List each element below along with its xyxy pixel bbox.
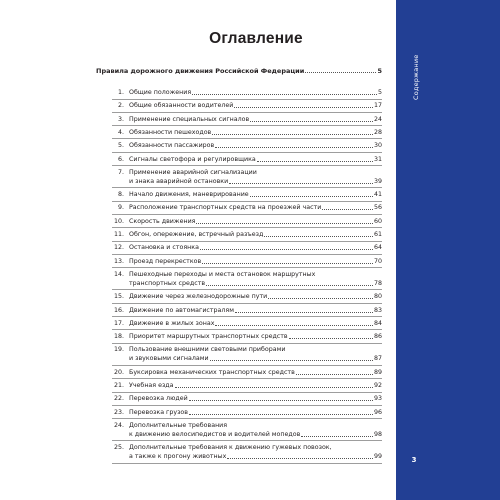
dot-leader [206,285,373,286]
dot-leader [210,360,373,361]
toc-entry-number: 17. [113,319,124,327]
toc-entry-title: Движение в жилых зонах [129,319,215,327]
toc-entry[interactable] [112,115,382,124]
toc-separator [112,112,382,113]
toc-entry-title: Обязанности пассажиров [129,142,215,150]
dot-leader [250,121,373,122]
toc-entry-title: Буксировка механических транспортных средств [129,368,295,376]
toc-separator [112,138,382,139]
toc-entry-title: Дополнительные требования [129,421,228,429]
dot-leader [305,72,376,73]
toc-entry[interactable] [112,155,382,164]
toc-entry[interactable] [112,408,382,417]
toc-entry-number: 22. [113,395,124,403]
toc-entry-number: 19. [113,346,124,354]
dot-leader [175,387,373,388]
dot-leader [250,196,373,197]
toc-entry-title: Перевозка грузов [129,408,188,416]
toc-entry-title: Начало движения, маневрирование [129,191,249,199]
toc-entry-page: 17 [373,102,382,110]
toc-entry-title: Обгон, опережение, встречный разъезд [129,231,264,238]
toc-separator [112,343,382,344]
toc-separator [112,392,382,393]
toc-entry-title: Учебная езда [129,382,174,389]
dot-leader [215,147,373,148]
toc-separator [112,187,382,188]
dot-leader [212,134,373,135]
toc-entry-page: 84 [373,319,382,327]
toc-separator [112,227,382,228]
toc-entry-title: Проезд перекрестков [129,257,202,265]
toc-entry-number: 18. [113,333,124,341]
toc-separator [112,99,382,100]
toc-entry-title: Расположение транспортных средств на проезжей части [129,204,322,212]
toc-entry[interactable] [112,230,382,239]
toc-separator [112,329,382,330]
toc-entry[interactable] [112,319,382,328]
toc-entry[interactable] [112,381,382,390]
toc-entry-page: 93 [373,395,382,403]
toc-separator [112,440,382,441]
toc-entry-number: 20. [113,368,124,376]
toc-entry-title: Перевозка людей [129,395,188,403]
page-number: 3 [411,456,417,464]
toc-entry-title: транспортных средств [129,279,206,287]
toc-entry-page: 28 [373,128,382,136]
toc-entry-page: 78 [373,279,382,287]
toc-entry-number: 1. [117,89,124,96]
toc-entry-page: 92 [373,382,382,389]
toc-entry-number: 11. [113,231,124,238]
toc-entry-page: 41 [373,191,382,199]
toc-entry[interactable] [112,190,382,199]
toc-separator [112,214,382,215]
toc-separator [112,267,382,268]
toc-entry[interactable] [112,394,382,403]
toc-separator [112,463,382,464]
toc-entry-title: Остановка и стоянка [129,244,199,252]
toc-entry-page: 61 [373,231,382,238]
toc-entry-title: а также к прогону животных [129,453,227,461]
toc-entry[interactable] [112,368,382,377]
toc-entry[interactable] [112,141,382,150]
toc-entry[interactable] [112,257,382,266]
toc-entry-number: 15. [113,293,124,301]
toc-entry-number: 16. [113,306,124,314]
toc-entry-title: Скорость движения [129,217,196,225]
toc-entry-page: 99 [373,453,382,461]
toc-entry[interactable] [112,217,382,226]
toc-separator [112,303,382,304]
toc-separator [112,254,382,255]
toc-entry-number: 5. [117,142,124,150]
toc-entry-title: Движение через железнодорожные пути [129,293,268,301]
toc-entry[interactable] [112,443,382,461]
toc-entry-number: 9. [117,204,124,212]
toc-entry[interactable] [112,345,382,363]
toc-entry[interactable] [112,203,382,212]
dot-leader [301,436,373,437]
toc-entry-page: 60 [373,217,382,225]
toc-entry-page: 24 [373,115,382,123]
dot-leader [235,312,373,313]
toc-entry-number: 25. [113,444,124,452]
toc-entry-number: 21. [113,382,124,389]
toc-entry-page: 30 [373,142,382,150]
toc-entry-page: 89 [373,368,382,376]
dot-leader [202,263,373,264]
toc-main-page: 5 [377,67,382,75]
toc-entry-number: 2. [117,102,124,110]
toc-entry-title: и звуковыми сигналами [129,355,209,363]
toc-entry[interactable] [112,88,382,97]
toc-entry-number: 3. [117,115,124,123]
toc-separator [112,241,382,242]
toc-separator [112,152,382,153]
dot-leader [289,338,373,339]
dot-leader [189,414,373,415]
dot-leader [264,236,373,237]
toc-entry-title: Движение по автомагистралям [129,306,234,314]
toc-separator [112,378,382,379]
page-title: Оглавление [209,30,303,47]
dot-leader [189,400,373,401]
toc-separator [112,418,382,419]
toc-separator [112,125,382,126]
toc-entry-title: Применение аварийной сигнализации [129,168,257,176]
toc-entry-number: 13. [113,257,124,265]
toc-entry-number: 14. [113,270,124,278]
toc-entry-page: 39 [373,177,382,185]
toc-entry-number: 10. [113,217,124,225]
toc-entry[interactable] [112,306,382,315]
toc-main-title: Правила дорожного движения Российской Федерации [96,67,305,75]
toc-entry-number: 12. [113,244,124,252]
toc-entry-title: и знака аварийной остановки [129,177,229,185]
toc-entry-number: 6. [117,155,124,163]
toc-entry[interactable] [112,168,382,186]
dot-leader [268,298,373,299]
toc-entry-page: 86 [373,333,382,341]
toc-entry-page: 83 [373,306,382,314]
toc-entry-page: 64 [373,244,382,252]
toc-entry-number: 23. [113,408,124,416]
dot-leader [200,249,373,250]
toc-main-entry[interactable] [96,65,382,75]
toc-entry-title: Пешеходные переходы и места остановок маршрутных [129,270,316,278]
toc-entry-title: к движению велосипедистов и водителей мопедов [129,430,301,438]
toc-entry-number: 8. [117,191,124,199]
toc-separator [112,201,382,202]
toc-entry[interactable] [112,101,382,110]
dot-leader [322,209,373,210]
sidebar-section-label: Содержание [412,54,420,100]
toc-entry-page: 98 [373,430,382,438]
toc-entry-page: 80 [373,293,382,301]
toc-entry-title: Приоритет маршрутных транспортных средств [129,333,288,341]
toc-entry-page: 87 [373,355,382,363]
toc-entry[interactable] [112,332,382,341]
dot-leader [234,107,373,108]
toc-entry-title: Обязанности пешеходов [129,128,212,136]
toc-separator [112,365,382,366]
toc-entry[interactable] [112,243,382,252]
dot-leader [215,325,373,326]
toc-entry-title: Дополнительные требования к движению гужевых повозок, [129,444,332,452]
toc-entry-number: 7. [117,168,124,176]
toc-separator [112,316,382,317]
dot-leader [296,374,373,375]
toc-entry[interactable] [112,270,382,288]
dot-leader [257,161,373,162]
toc-entry[interactable] [112,292,382,301]
dot-leader [192,94,377,95]
toc-entry-number: 4. [117,128,124,136]
toc-entry-title: Общие положения [129,89,192,96]
toc-entry-page: 31 [373,155,382,163]
toc-separator [112,405,382,406]
toc-entry-title: Общие обязанности водителей [129,102,234,110]
toc-entry-number: 24. [113,421,124,429]
dot-leader [227,458,373,459]
dot-leader [196,223,373,224]
toc-entry-page: 56 [373,204,382,212]
toc-entry-title: Применение специальных сигналов [129,115,250,123]
toc-entry[interactable] [112,128,382,137]
toc-entry-page: 5 [377,89,382,96]
toc-entry-title: Сигналы светофора и регулировщика [129,155,256,163]
toc-entry-page: 70 [373,257,382,265]
toc-separator [112,165,382,166]
toc-entry-page: 96 [373,408,382,416]
dot-leader [229,183,373,184]
toc-separator [112,289,382,290]
toc-entry-title: Пользование внешними световыми приборами [129,346,286,354]
toc-entry[interactable] [112,421,382,439]
